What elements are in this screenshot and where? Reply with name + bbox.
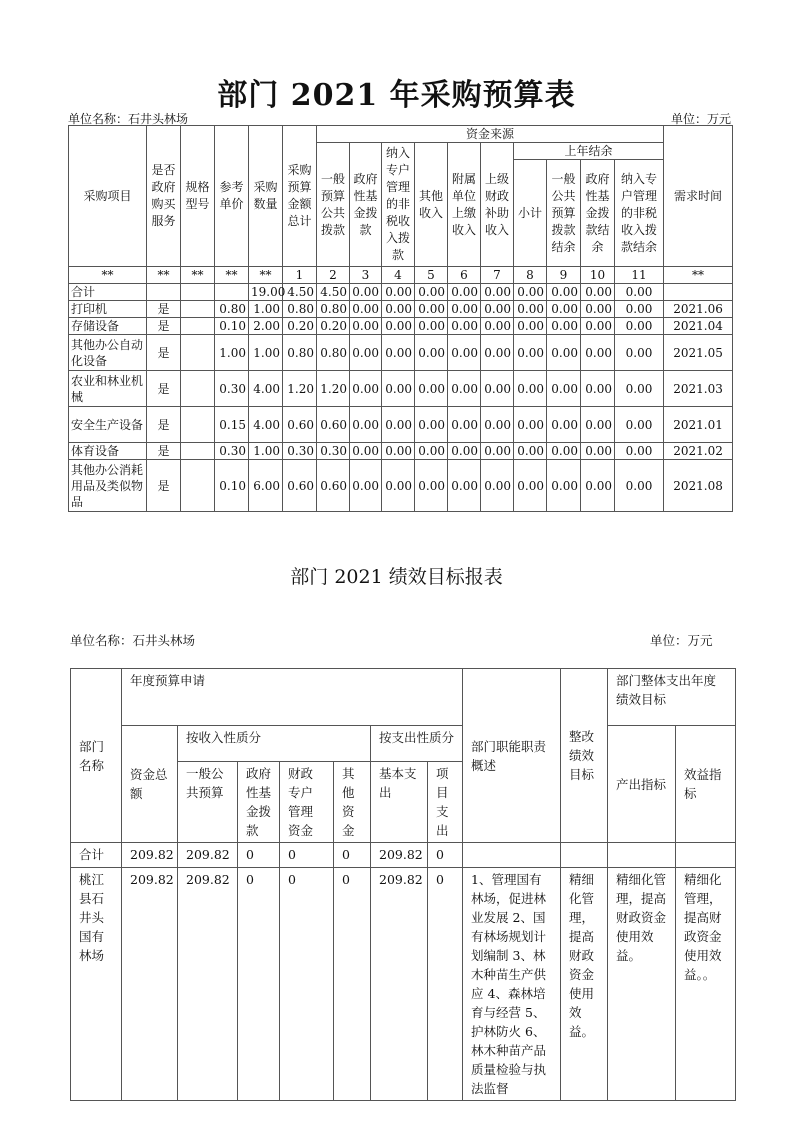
header-benefit-ind: 效益指标 <box>676 726 736 843</box>
header-total-funds: 资金总额 <box>122 726 178 843</box>
value-cell: 0.00 <box>382 301 415 318</box>
value-cell: 是 <box>147 318 181 335</box>
item-name-cell: 其他办公自动化设备 <box>69 335 147 371</box>
value-cell: 0.60 <box>283 407 317 443</box>
unit-name-1: 单位名称：石井头林场 <box>68 112 189 126</box>
purchase-row <box>69 301 733 318</box>
value-cell: 是 <box>147 335 181 371</box>
performance-table <box>70 668 736 1101</box>
value-cell: 0.00 <box>448 443 481 460</box>
value-cell: 0.00 <box>448 460 481 512</box>
value-cell: 1.00 <box>249 301 283 318</box>
unit-label-1: 单位：万元 <box>670 112 731 126</box>
value-cell: 1.00 <box>249 443 283 460</box>
header-total: 采购预算金额总计 <box>283 126 317 267</box>
value-cell: 0.00 <box>615 284 664 301</box>
value-cell: 6.00 <box>249 460 283 512</box>
value-cell: 0.00 <box>581 460 615 512</box>
total-cell: 0 <box>238 843 280 868</box>
total-cell <box>463 843 561 868</box>
value-cell <box>181 407 215 443</box>
total-cell: 0 <box>334 843 371 868</box>
index-cell: ** <box>181 267 215 284</box>
index-cell: ** <box>69 267 147 284</box>
value-cell: 0.10 <box>215 318 249 335</box>
value-cell: 0.00 <box>481 371 514 407</box>
dept-other-fund: 0 <box>334 868 371 1101</box>
header-qty: 采购数量 <box>249 126 283 267</box>
purchase-row <box>69 371 733 407</box>
header-ly-gov-fund: 政府性基金拨款结余 <box>581 160 615 267</box>
value-cell: 0.00 <box>415 407 448 443</box>
value-cell: 4.50 <box>283 284 317 301</box>
value-cell: 0.00 <box>514 335 547 371</box>
item-name-cell: 合计 <box>69 284 147 301</box>
value-cell: 0.00 <box>581 318 615 335</box>
value-cell: 0.00 <box>448 371 481 407</box>
value-cell: 0.00 <box>615 371 664 407</box>
value-cell: 0.00 <box>382 371 415 407</box>
item-name-cell: 体育设备 <box>69 443 147 460</box>
value-cell: 0.00 <box>382 284 415 301</box>
value-cell: 0.20 <box>283 318 317 335</box>
value-cell: 0.00 <box>514 284 547 301</box>
value-cell: 0.00 <box>350 318 382 335</box>
value-cell: 0.00 <box>514 301 547 318</box>
value-cell: 0.10 <box>215 460 249 512</box>
value-cell: 0.00 <box>448 301 481 318</box>
header-special-nontax: 纳入专户管理的非税收入拨款 <box>382 143 415 267</box>
index-cell: ** <box>147 267 181 284</box>
header-fund-source: 资金来源 <box>317 126 664 143</box>
value-cell: 0.80 <box>317 335 350 371</box>
item-name-cell: 其他办公消耗用品及类似物品 <box>69 460 147 512</box>
need-time-cell: 2021.06 <box>664 301 733 318</box>
value-cell: 0.80 <box>283 335 317 371</box>
value-cell: 0.00 <box>615 460 664 512</box>
value-cell: 是 <box>147 371 181 407</box>
value-cell: 0.30 <box>283 443 317 460</box>
value-cell: 0.00 <box>481 460 514 512</box>
header-dept-name: 部门名称 <box>71 669 122 843</box>
dept-general-public: 209.82 <box>178 868 238 1101</box>
index-cell: 6 <box>448 267 481 284</box>
header-general-public: 一般公共预算 <box>178 762 238 843</box>
value-cell: 0.00 <box>415 460 448 512</box>
value-cell: 0.00 <box>547 460 581 512</box>
index-cell: 3 <box>350 267 382 284</box>
value-cell: 0.00 <box>481 301 514 318</box>
purchase-row <box>69 335 733 371</box>
value-cell: 0.00 <box>350 443 382 460</box>
value-cell <box>147 284 181 301</box>
value-cell: 0.00 <box>382 443 415 460</box>
total-cell <box>608 843 676 868</box>
value-cell: 0.00 <box>415 443 448 460</box>
value-cell: 0.30 <box>215 443 249 460</box>
value-cell: 0.80 <box>283 301 317 318</box>
item-name-cell: 存储设备 <box>69 318 147 335</box>
dept-row <box>71 868 736 1101</box>
total-cell: 0 <box>280 843 334 868</box>
dept-basic-exp: 209.82 <box>371 868 428 1101</box>
value-cell: 4.50 <box>317 284 350 301</box>
header-overall-goal: 部门整体支出年度绩效目标 <box>608 669 736 726</box>
header-affiliated: 附属单位上缴收入 <box>448 143 481 267</box>
index-cell: 4 <box>382 267 415 284</box>
value-cell: 0.80 <box>215 301 249 318</box>
value-cell: 0.00 <box>581 371 615 407</box>
header-need-time: 需求时间 <box>664 126 733 267</box>
purchase-row <box>69 407 733 443</box>
value-cell: 0.00 <box>350 371 382 407</box>
value-cell: 0.00 <box>547 443 581 460</box>
dept-duties: 1、管理国有林场，促进林业发展 2、国有林场规划计划编制 3、林木种苗生产供应 4、森林培育与经营 5、护林防火 6、林木种苗产品质量检验与执法监督 <box>463 868 561 1101</box>
value-cell: 0.00 <box>415 284 448 301</box>
header-by-expense: 按支出性质分 <box>371 726 463 762</box>
dept-rectify: 精细化管理，提高财政资金使用效益。 <box>561 868 608 1101</box>
value-cell: 1.00 <box>215 335 249 371</box>
value-cell <box>181 443 215 460</box>
index-cell: ** <box>664 267 733 284</box>
header-subtotal: 小计 <box>514 160 547 267</box>
index-cell: 5 <box>415 267 448 284</box>
purchase-budget-table <box>68 125 733 512</box>
index-cell: ** <box>215 267 249 284</box>
value-cell: 0.00 <box>514 443 547 460</box>
total-cell: 209.82 <box>371 843 428 868</box>
dept-total-funds: 209.82 <box>122 868 178 1101</box>
value-cell: 0.00 <box>481 407 514 443</box>
value-cell: 0.00 <box>615 443 664 460</box>
value-cell <box>181 460 215 512</box>
need-time-cell: 2021.03 <box>664 371 733 407</box>
index-cell: 1 <box>283 267 317 284</box>
header-gov-fund: 政府性基金拨款 <box>350 143 382 267</box>
header-basic-exp: 基本支出 <box>371 762 428 843</box>
item-name-cell: 农业和林业机械 <box>69 371 147 407</box>
value-cell: 0.00 <box>448 284 481 301</box>
need-time-cell: 2021.04 <box>664 318 733 335</box>
header-other-fund: 其他资金 <box>334 762 371 843</box>
value-cell <box>181 335 215 371</box>
total-cell <box>561 843 608 868</box>
dept-project-exp: 0 <box>428 868 463 1101</box>
value-cell: 0.00 <box>481 335 514 371</box>
value-cell: 0.00 <box>547 371 581 407</box>
value-cell: 0.80 <box>317 301 350 318</box>
value-cell: 0.00 <box>415 318 448 335</box>
total-cell: 合计 <box>71 843 122 868</box>
purchase-row <box>69 443 733 460</box>
header-project-exp: 项目支出 <box>428 762 463 843</box>
value-cell: 0.00 <box>415 301 448 318</box>
dept-special-fund: 0 <box>280 868 334 1101</box>
header-special-fund: 财政专户管理资金 <box>280 762 334 843</box>
dept-output-ind: 精细化管理，提高财政资金使用效益。 <box>608 868 676 1101</box>
dept-gov-fund: 0 <box>238 868 280 1101</box>
value-cell: 0.00 <box>382 407 415 443</box>
total-row <box>71 843 736 868</box>
value-cell: 1.00 <box>249 335 283 371</box>
item-name-cell: 打印机 <box>69 301 147 318</box>
index-cell: 11 <box>615 267 664 284</box>
value-cell: 0.00 <box>615 318 664 335</box>
header-ly-special: 纳入专户管理的非税收入拨款结余 <box>615 160 664 267</box>
purchase-rows <box>69 284 733 512</box>
value-cell: 0.00 <box>615 335 664 371</box>
header-by-income: 按收入性质分 <box>178 726 371 762</box>
value-cell: 0.00 <box>547 407 581 443</box>
index-cell: 2 <box>317 267 350 284</box>
value-cell: 4.00 <box>249 407 283 443</box>
value-cell: 是 <box>147 443 181 460</box>
dept-benefit-ind: 精细化管理，提高财政资金使用效益。。 <box>676 868 736 1101</box>
header-ref-price: 参考单价 <box>215 126 249 267</box>
value-cell: 0.00 <box>481 443 514 460</box>
value-cell: 0.00 <box>350 460 382 512</box>
value-cell: 0.00 <box>481 284 514 301</box>
index-cell: 8 <box>514 267 547 284</box>
value-cell: 0.00 <box>350 407 382 443</box>
value-cell: 0.00 <box>382 318 415 335</box>
need-time-cell <box>664 284 733 301</box>
header-superior: 上级财政补助收入 <box>481 143 514 267</box>
item-name-cell: 安全生产设备 <box>69 407 147 443</box>
value-cell <box>181 301 215 318</box>
value-cell: 0.00 <box>514 407 547 443</box>
value-cell <box>181 284 215 301</box>
value-cell: 是 <box>147 407 181 443</box>
value-cell: 0.60 <box>317 460 350 512</box>
unit-label-2: 单位：万元 <box>650 633 713 648</box>
value-cell: 0.00 <box>481 318 514 335</box>
value-cell: 0.00 <box>581 407 615 443</box>
value-cell: 4.00 <box>249 371 283 407</box>
header-output-ind: 产出指标 <box>608 726 676 843</box>
value-cell: 0.00 <box>547 318 581 335</box>
header-other-income: 其他收入 <box>415 143 448 267</box>
value-cell: 0.60 <box>283 460 317 512</box>
value-cell: 0.15 <box>215 407 249 443</box>
total-cell <box>676 843 736 868</box>
value-cell: 19.00 <box>249 284 283 301</box>
value-cell: 2.00 <box>249 318 283 335</box>
value-cell: 0.00 <box>382 335 415 371</box>
total-row <box>69 284 733 301</box>
value-cell: 0.00 <box>514 318 547 335</box>
header-ly-general: 一般公共预算拨款结余 <box>547 160 581 267</box>
value-cell: 0.60 <box>317 407 350 443</box>
value-cell: 0.00 <box>581 443 615 460</box>
value-cell: 1.20 <box>317 371 350 407</box>
value-cell: 0.00 <box>547 335 581 371</box>
need-time-cell: 2021.01 <box>664 407 733 443</box>
index-cell: 7 <box>481 267 514 284</box>
value-cell: 是 <box>147 301 181 318</box>
header-spec: 规格型号 <box>181 126 215 267</box>
index-cell: 9 <box>547 267 581 284</box>
value-cell: 0.00 <box>350 301 382 318</box>
value-cell: 0.00 <box>350 284 382 301</box>
value-cell: 0.30 <box>317 443 350 460</box>
value-cell: 0.00 <box>581 284 615 301</box>
header-rectify: 整改绩效目标 <box>561 669 608 843</box>
value-cell: 0.00 <box>448 407 481 443</box>
value-cell: 0.00 <box>448 318 481 335</box>
dept-name-cell: 桃江县石井头国有林场 <box>71 868 122 1101</box>
value-cell: 是 <box>147 460 181 512</box>
value-cell: 0.00 <box>615 407 664 443</box>
value-cell: 0.00 <box>382 460 415 512</box>
header-item: 采购项目 <box>69 126 147 267</box>
value-cell: 0.30 <box>215 371 249 407</box>
header-duties: 部门职能职责概述 <box>463 669 561 843</box>
total-cell: 209.82 <box>178 843 238 868</box>
need-time-cell: 2021.05 <box>664 335 733 371</box>
total-cell: 209.82 <box>122 843 178 868</box>
value-cell <box>181 318 215 335</box>
value-cell <box>215 284 249 301</box>
header-annual-budget: 年度预算申请 <box>122 669 463 726</box>
index-cell: 10 <box>581 267 615 284</box>
header-gov-fund: 政府性基金拨款 <box>238 762 280 843</box>
value-cell: 0.00 <box>514 371 547 407</box>
value-cell: 0.00 <box>547 301 581 318</box>
header-gov-service: 是否政府购买服务 <box>147 126 181 267</box>
value-cell: 0.00 <box>615 301 664 318</box>
value-cell: 1.20 <box>283 371 317 407</box>
unit-name-2: 单位名称：石井头林场 <box>70 633 196 648</box>
value-cell: 0.00 <box>514 460 547 512</box>
index-cell: ** <box>249 267 283 284</box>
purchase-budget-title: 部门 2021 年采购预算表 <box>217 78 576 113</box>
need-time-cell: 2021.08 <box>664 460 733 512</box>
total-cell: 0 <box>428 843 463 868</box>
value-cell: 0.00 <box>581 335 615 371</box>
value-cell: 0.00 <box>581 301 615 318</box>
performance-title: 部门 2021 绩效目标报表 <box>290 566 503 588</box>
value-cell: 0.00 <box>448 335 481 371</box>
value-cell: 0.20 <box>317 318 350 335</box>
purchase-row <box>69 318 733 335</box>
header-general-budget: 一般预算公共拨款 <box>317 143 350 267</box>
index-row <box>69 267 733 284</box>
value-cell: 0.00 <box>350 335 382 371</box>
header-last-year: 上年结余 <box>514 143 664 160</box>
need-time-cell: 2021.02 <box>664 443 733 460</box>
value-cell: 0.00 <box>415 371 448 407</box>
value-cell: 0.00 <box>547 284 581 301</box>
value-cell <box>181 371 215 407</box>
purchase-row <box>69 460 733 512</box>
value-cell: 0.00 <box>415 335 448 371</box>
